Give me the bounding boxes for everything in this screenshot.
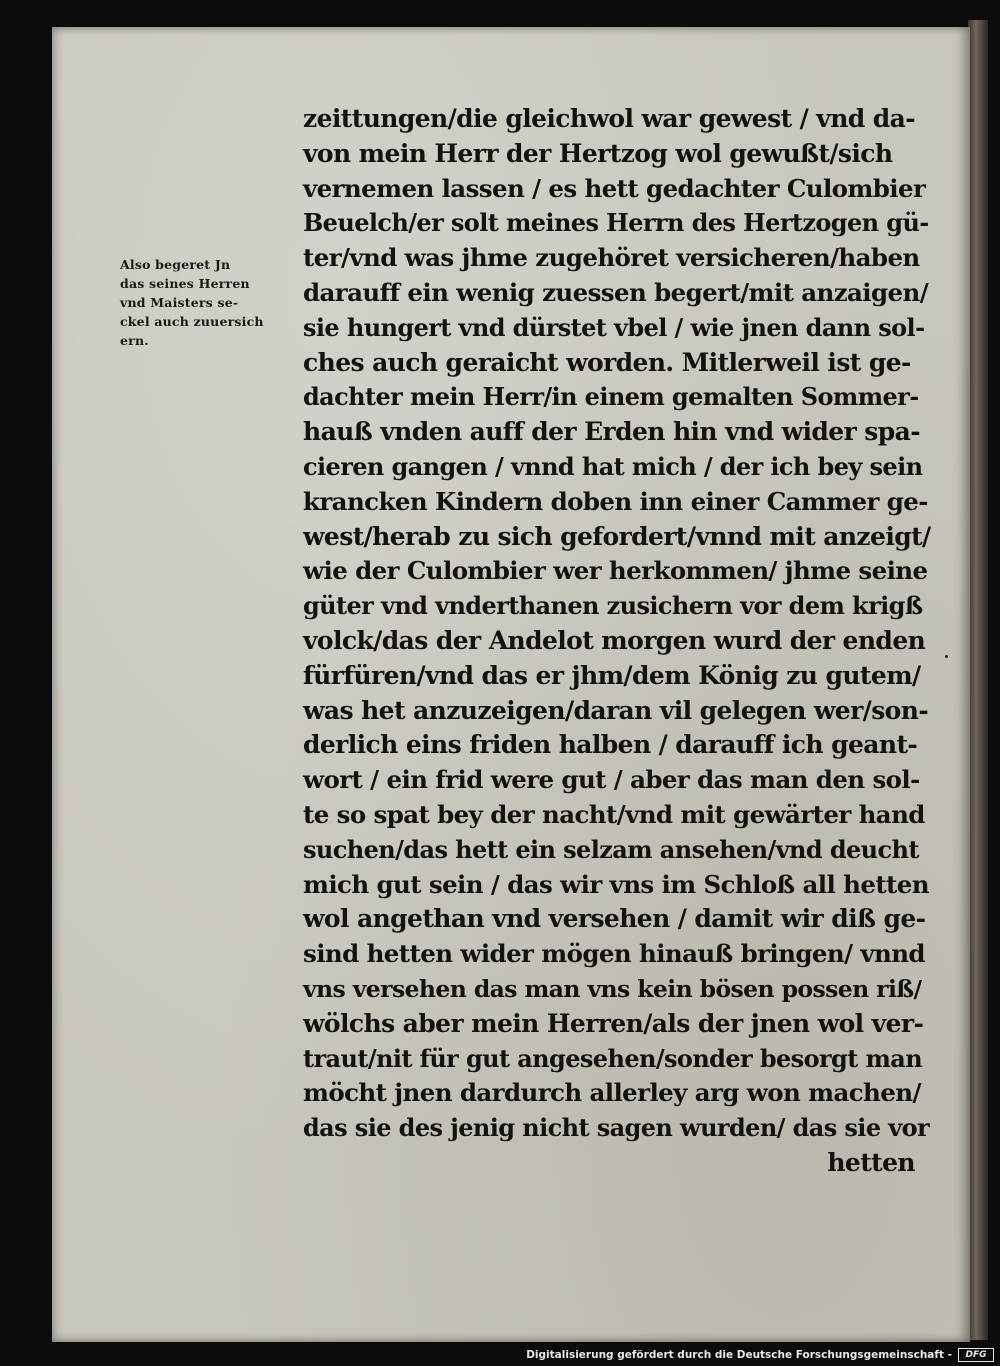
marginal-line: Also begeret Jn [120, 257, 231, 272]
text-line: zeittungen/die gleichwol war gewest / vnd da- [303, 104, 916, 133]
marginal-line: das seines Herren [120, 276, 250, 291]
text-line: fürfüren/vnd das er jhm/dem König zu gutem/ [303, 660, 921, 690]
dfg-logo: DFG [958, 1348, 994, 1362]
text-line: volck/das der Andelot morgen wurd der enden [303, 625, 926, 655]
funding-credit: Digitalisierung gefördert durch die Deutsche Forschungsgemeinschaft - [526, 1349, 952, 1361]
marginal-line: ckel auch zuuersich [120, 314, 264, 329]
footer-bar [0, 1346, 1000, 1366]
text-line: wölchs aber mein Herren/als der jnen wol ver- [303, 1008, 924, 1038]
text-line: güter vnd vnderthanen zusichern vor dem krigß [303, 591, 923, 621]
text-line: krancken Kindern doben inn einer Cammer ge- [303, 486, 928, 516]
text-line: ter/vnd was jhme zugehöret versicheren/haben [303, 243, 920, 273]
marginal-line: vnd Maisters se- [120, 295, 239, 310]
text-line: vernemen lassen / es hett gedachter Culombier [303, 173, 926, 203]
text-line: sie hungert vnd dürstet vbel / wie jnen dann sol- [303, 312, 925, 342]
text-line: darauff ein wenig zuessen begert/mit anzaigen/ [303, 277, 929, 307]
text-line: von mein Herr der Hertzog wol gewußt/sich [303, 138, 893, 168]
text-line: vns versehen das man vns kein bösen possen riß/ [303, 974, 922, 1003]
marginal-line: ern. [120, 333, 149, 348]
text-line: derlich eins friden halben / darauff ich geant- [303, 730, 918, 760]
catchword: hetten [827, 1147, 915, 1177]
marginal-note [120, 255, 300, 350]
text-line: dachter mein Herr/in einem gemalten Sommer- [303, 382, 919, 412]
text-line: möcht jnen dardurch allerley arg won machen/ [303, 1078, 921, 1108]
text-line: ches auch geraicht worden. Mitlerweil ist ge- [303, 347, 911, 377]
page-edge-shadow [968, 20, 988, 1340]
text-line: suchen/das hett ein selzam ansehen/vnd deucht [303, 834, 919, 864]
text-line: cieren gangen / vnnd hat mich / der ich bey sein [303, 451, 923, 481]
text-line: das sie des jenig nicht sagen wurden/ das sie vor [303, 1113, 930, 1143]
main-text-block [303, 102, 931, 1181]
ink-speck [945, 655, 948, 658]
text-line: traut/nit für gut angesehen/sonder besorgt man [303, 1043, 923, 1073]
text-line: te so spat bey der nacht/vnd mit gewärter hand [303, 799, 925, 829]
text-line: mich gut sein / das wir vns im Schloß all hetten [303, 869, 929, 899]
text-line: wie der Culombier wer herkommen/ jhme seine [303, 556, 928, 586]
text-line: sind hetten wider mögen hinauß bringen/ vnnd [303, 939, 925, 969]
text-line: west/herab zu sich gefordert/vnnd mit anzeigt/ [303, 521, 931, 551]
text-line: wort / ein frid were gut / aber das man den sol- [303, 765, 920, 795]
text-line: was het anzuzeigen/daran vil gelegen wer/son- [303, 695, 929, 725]
text-line: hauß vnden auff der Erden hin vnd wider spa- [303, 417, 921, 447]
text-line: Beuelch/er solt meines Herrn des Hertzogen gü- [303, 208, 929, 238]
text-line: wol angethan vnd versehen / damit wir diß ge- [303, 904, 926, 934]
